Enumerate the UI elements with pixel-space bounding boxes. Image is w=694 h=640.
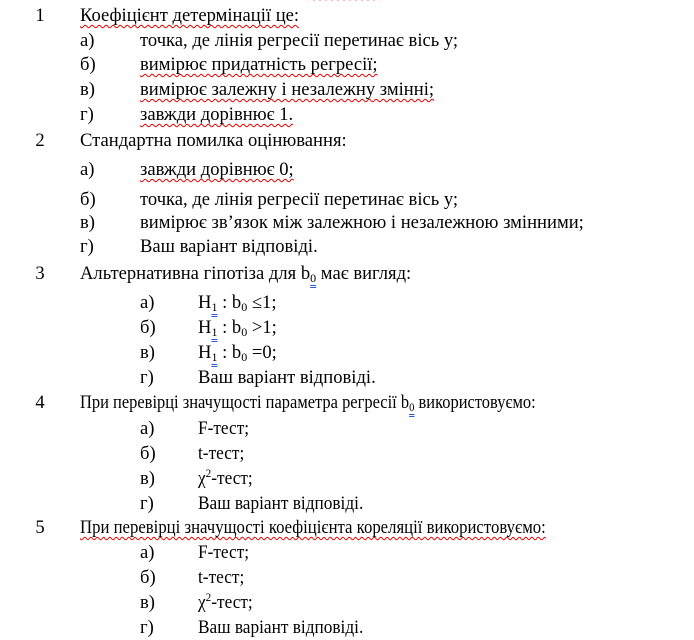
option-formula [198, 342, 277, 364]
option-letter: г) [140, 367, 154, 388]
subscript: 1 [211, 300, 218, 314]
option-text: Ваш варіант відповіді. [198, 367, 376, 388]
question-number: 4 [35, 392, 45, 413]
formula-part: H [198, 292, 212, 313]
question-text-part: Альтернативна гіпотіза для b [80, 263, 311, 284]
option-letter: в) [140, 592, 155, 613]
option-text [198, 592, 257, 614]
option-text: вимірює зв’язок між залежною і незалежною змінними; [140, 212, 584, 233]
option-letter: в) [80, 212, 95, 233]
formula-part: ≤1; [247, 292, 277, 313]
option-letter: в) [140, 342, 155, 363]
option-letter: а) [140, 418, 155, 439]
subscript: 0 [241, 325, 248, 339]
subscript: 0 [241, 300, 248, 314]
option-letter: г) [80, 236, 94, 257]
question-text-part: При перевірці значущості параметра регресії b [80, 392, 410, 413]
formula-part: H [198, 317, 212, 338]
option-formula [198, 292, 277, 314]
question-text [80, 517, 598, 539]
formula-part: : b [217, 342, 242, 363]
option-text: Ваш варіант відповіді. [140, 236, 318, 257]
option-formula [198, 317, 277, 339]
question-text-part: використовуємо: [414, 392, 536, 413]
option-letter: б) [80, 189, 96, 210]
option-text: завжди дорівнює 1. [140, 104, 294, 125]
formula-part: >1; [247, 317, 277, 338]
chi-symbol: χ [198, 468, 206, 489]
option-letter: б) [80, 54, 96, 75]
spellcheck-squiggle-fragment [308, 0, 380, 1]
question-text-part: При перевірці значущості коефіцієнта кореляції використовуємо: [80, 517, 546, 538]
option-text-part: -тест; [211, 468, 253, 489]
option-letter: б) [140, 567, 156, 588]
superscript: 2 [205, 466, 212, 480]
option-letter: в) [140, 468, 155, 489]
superscript: 2 [205, 590, 212, 604]
option-letter: а) [80, 30, 95, 51]
question-number: 3 [35, 263, 45, 284]
option-text-part: F-тест; [198, 542, 250, 563]
option-text: завжди дорівнює 0; [140, 159, 294, 180]
option-text-part: -тест; [211, 592, 253, 613]
option-letter: в) [80, 79, 95, 100]
option-text [198, 443, 248, 465]
subscript: 0 [409, 400, 415, 414]
option-text [198, 418, 253, 440]
option-text: точка, де лінія регресії перетинає вісь у; [140, 189, 459, 210]
option-text-part: t-тест; [198, 443, 245, 464]
option-text-part: Ваш варіант відповіді. [198, 493, 364, 514]
option-text: вимірює залежну і незалежну змінні; [140, 79, 435, 100]
option-text-part: F-тест; [198, 418, 250, 439]
option-letter: г) [80, 104, 94, 125]
option-text [198, 493, 376, 515]
option-text-part: Ваш варіант відповіді. [198, 617, 364, 638]
subscript: 0 [310, 271, 317, 285]
option-letter: а) [140, 542, 155, 563]
subscript: 1 [211, 350, 218, 364]
question-text [80, 263, 411, 285]
option-text: вимірює придатність регресії; [140, 54, 378, 75]
question-number: 5 [35, 517, 45, 538]
subscript: 1 [211, 325, 218, 339]
question-number: 2 [35, 130, 45, 151]
option-text [198, 468, 257, 490]
question-text-part: має вигляд: [316, 263, 412, 284]
option-letter: б) [140, 443, 156, 464]
question-text: Стандартна помилка оцінювання: [80, 130, 347, 151]
subscript: 0 [241, 350, 248, 364]
option-letter: г) [140, 493, 154, 514]
option-text [198, 567, 248, 589]
option-letter: а) [140, 292, 155, 313]
formula-part: : b [217, 317, 242, 338]
question-number: 1 [35, 5, 45, 26]
option-letter: а) [80, 159, 95, 180]
question-text: Коефіцієнт детермінації це: [80, 5, 300, 26]
chi-symbol: χ [198, 592, 206, 613]
option-text [198, 542, 253, 564]
option-text [198, 617, 376, 639]
option-text: точка, де лінія регресії перетинає вісь у; [140, 30, 459, 51]
option-text-part: t-тест; [198, 567, 245, 588]
option-letter: г) [140, 617, 154, 638]
formula-part: =0; [247, 342, 277, 363]
formula-part: : b [217, 292, 242, 313]
formula-part: H [198, 342, 212, 363]
option-letter: б) [140, 317, 156, 338]
question-text [80, 392, 595, 414]
